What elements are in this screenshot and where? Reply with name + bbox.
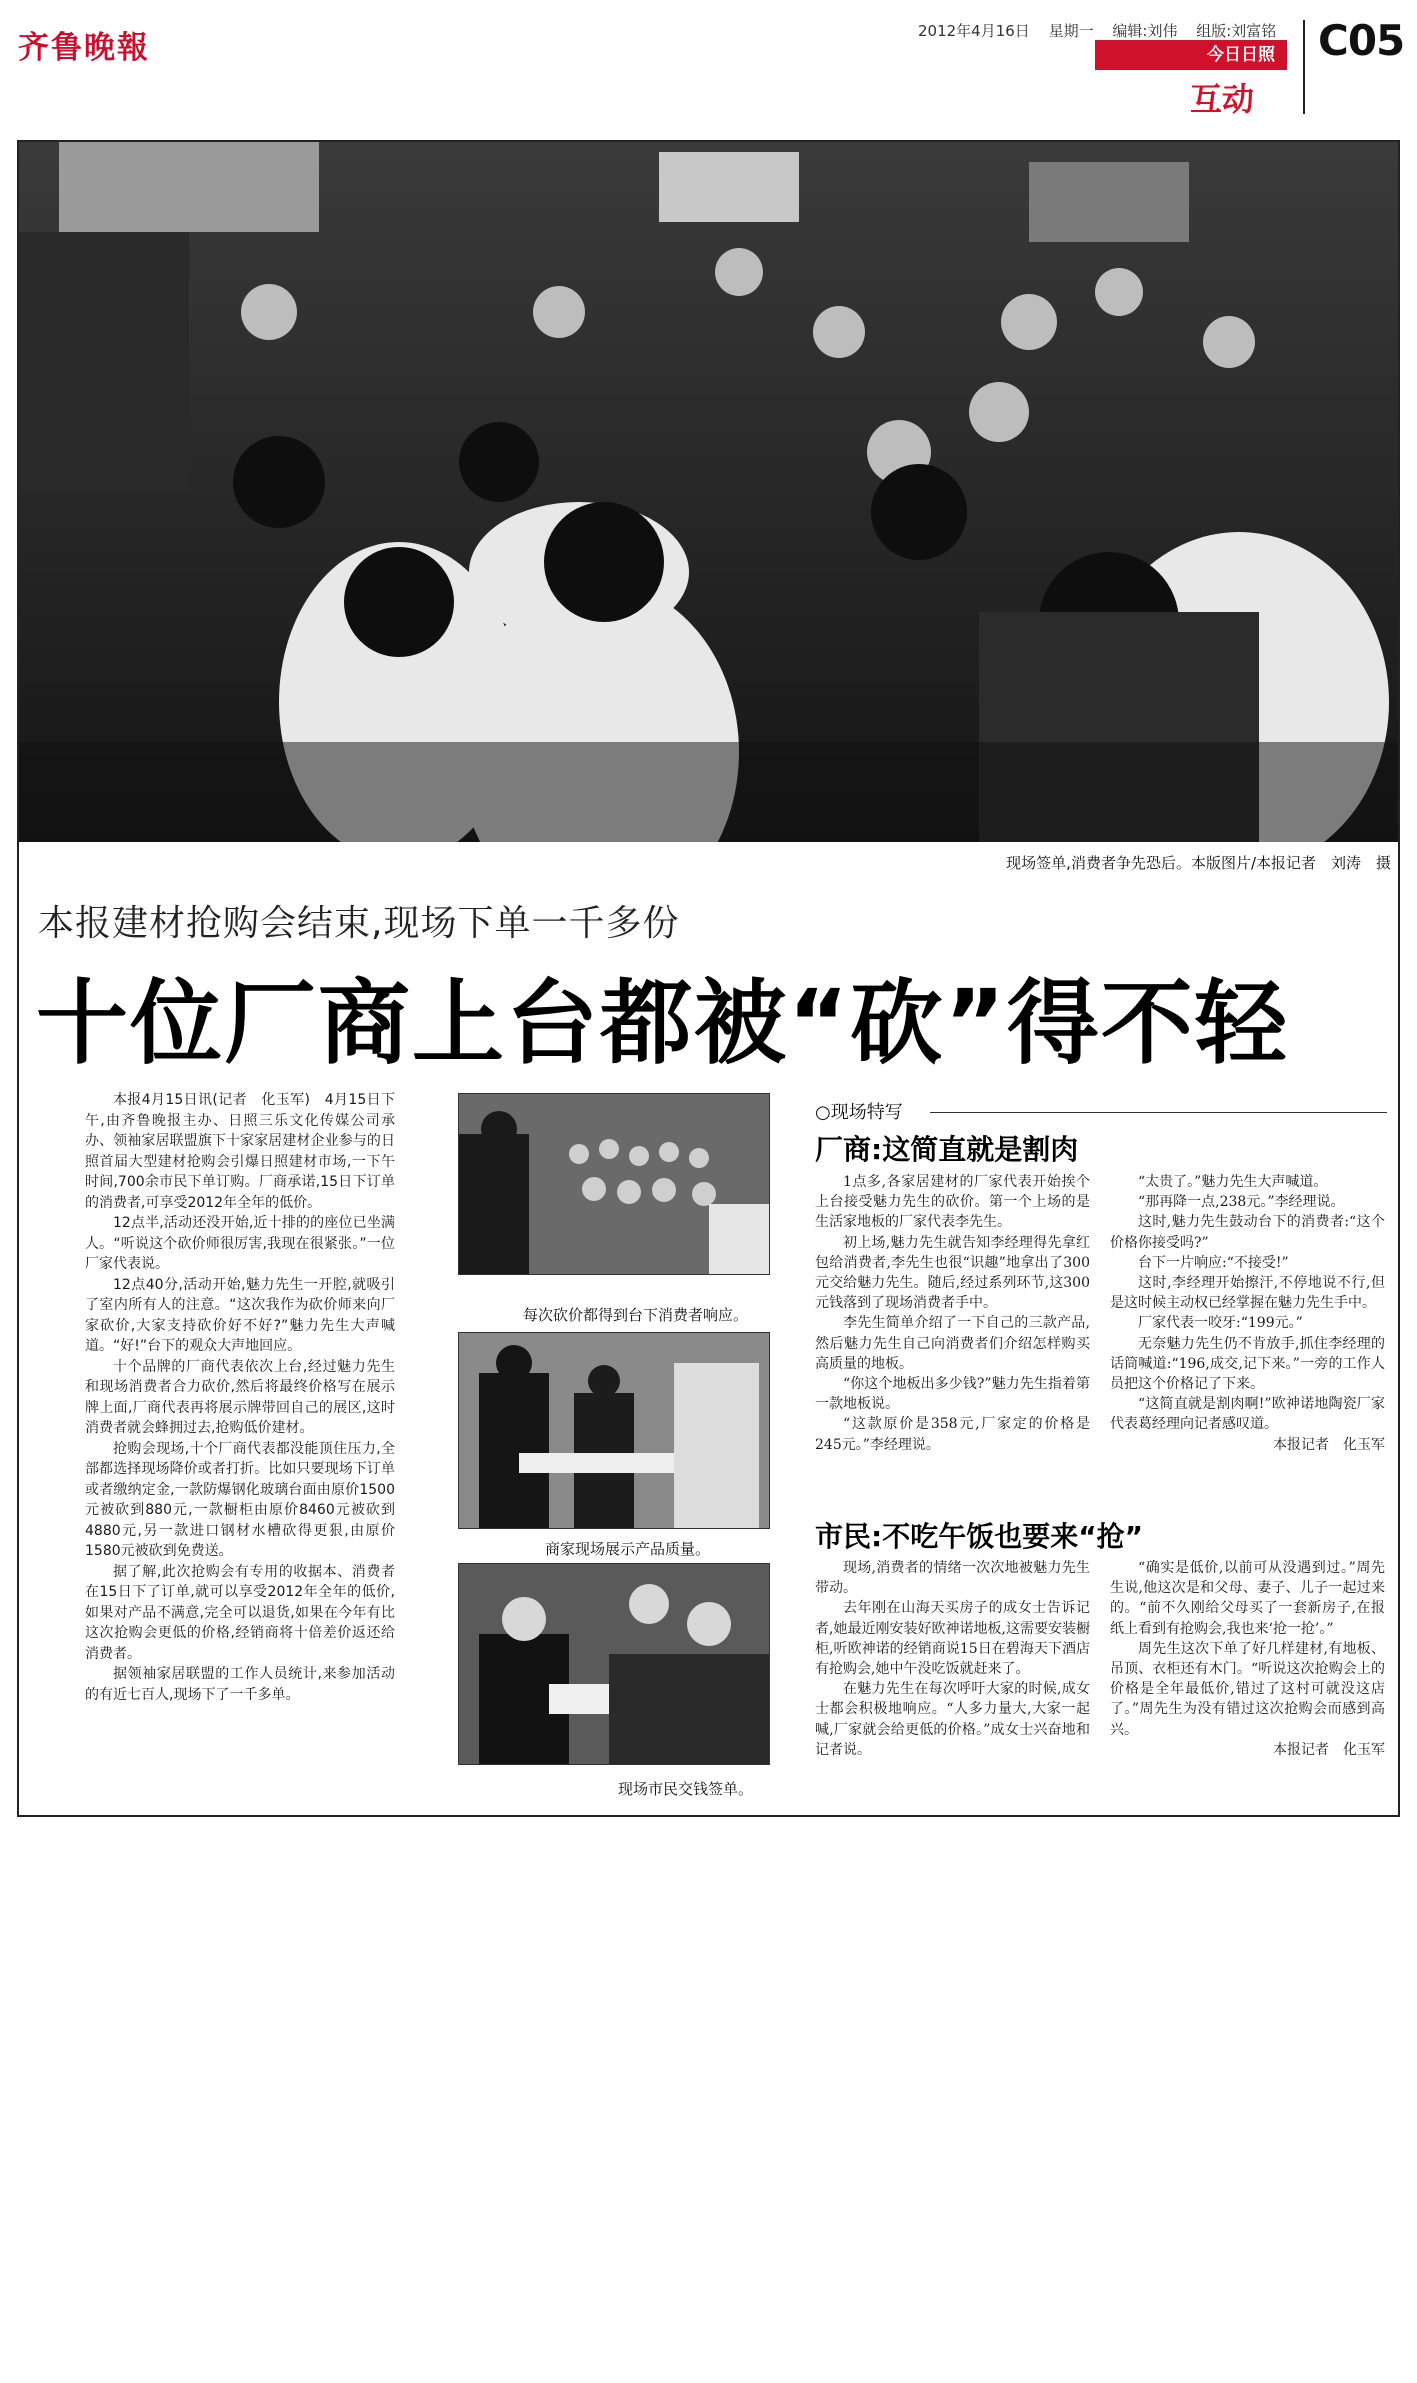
feature-paragraph: “太贵了。”魅力先生大声喊道。 bbox=[1138, 1174, 1328, 1190]
feature-paragraph: “这简直就是割肉啊!”欧神诺地陶瓷厂家代表葛经理向记者感叹道。 bbox=[1110, 1396, 1385, 1433]
article-paragraph: 本报4月15日讯(记者 化玉军) 4月15日下午,由齐鲁晚报主办、日照三乐文化传媒公司承办、领袖家居联盟旗下十家家居建材企业参与的日照首届大型建材抢购会引爆日照建材市场,一下午时间,700余市民下单订购。厂商承诺,15日下订单的消费者,可享受2012年全年的低价。 bbox=[85, 1092, 395, 1211]
feature-paragraph: 这时,魅力先生鼓动台下的消费者:“这个价格你接受吗?” bbox=[1110, 1214, 1385, 1251]
photo-caption: 每次砍价都得到台下消费者响应。 bbox=[523, 1306, 749, 1324]
header-divider bbox=[1303, 20, 1305, 114]
feature-column-1 bbox=[815, 1172, 1090, 1455]
newspaper-logo: 齐鲁晚報 bbox=[18, 30, 150, 66]
article-paragraph: 12点40分,活动开始,魅力先生一开腔,就吸引了室内所有人的注意。“这次我作为砍价师来向厂家砍价,大家支持砍价好不好?”魅力先生大声喊道。“好!”台下的观众大声地回应。 bbox=[85, 1276, 395, 1354]
feature-column-4 bbox=[1110, 1558, 1385, 1760]
feature-paragraph: “这款原价是358元,厂家定的价格是245元。”李经理说。 bbox=[815, 1416, 1090, 1453]
feature-paragraph: 1点多,各家居建材的厂家代表开始挨个上台接受魅力先生的砍价。第一个上场的是生活家地板的厂家代表李先生。 bbox=[815, 1174, 1090, 1231]
feature-paragraph: 台下一片响应:“不接受!” bbox=[1138, 1254, 1289, 1271]
article-paragraph: 据了解,此次抢购会有专用的收据本、消费者在15日下了订单,就可以享受2012年全年的低价,如果对产品不满意,完全可以退货,如果在今年有比这次抢购会更低的价格,经销商将十倍差价返还给消费者。 bbox=[85, 1563, 395, 1662]
article-subtitle: 本报建材抢购会结束,现场下单一千多份 bbox=[38, 903, 680, 944]
feature-paragraph: 厂家代表一咬牙:“199元。” bbox=[1138, 1315, 1303, 1332]
editor-credit: 编辑:刘伟 bbox=[1112, 22, 1178, 40]
photo-audience bbox=[458, 1093, 770, 1275]
photo-product-demo bbox=[458, 1332, 770, 1529]
edition-bar: 今日日照 bbox=[1095, 40, 1287, 70]
photo-caption: 现场市民交钱签单。 bbox=[618, 1780, 754, 1798]
issue-meta bbox=[918, 20, 1290, 41]
feature-column-3 bbox=[815, 1558, 1090, 1760]
feature-paragraph: 去年刚在山海天买房子的成女士告诉记者,她最近刚安装好欧神诺地板,这需要安装橱柜,听欧神诺的经销商说15日在碧海天下酒店有抢购会,她中午没吃饭就赶来了。 bbox=[815, 1600, 1090, 1678]
feature-paragraph: 周先生这次下单了好几样建材,有地板、吊顶、衣柜还有木门。“听说这次抢购会上的价格是全年最低价,错过了这村可就没这店了。”周先生为没有错过这次抢购会而感到高兴。 bbox=[1110, 1640, 1385, 1738]
feature-column-2 bbox=[1110, 1172, 1385, 1455]
photo-caption: 商家现场展示产品质量。 bbox=[545, 1540, 711, 1558]
feature-subhead-1: 厂商:这简直就是割肉 bbox=[815, 1133, 1079, 1166]
feature-paragraph: 李先生简单介绍了一下自己的三款产品,然后魅力先生自己向消费者们介绍怎样购买高质量的地板。 bbox=[815, 1315, 1090, 1372]
feature-paragraph: 这时,李经理开始擦汗,不停地说不行,但是这时候主动权已经掌握在魅力先生手中。 bbox=[1110, 1275, 1385, 1312]
feature-tag: ○现场特写 bbox=[815, 1102, 903, 1123]
issue-date: 2012年4月16日 bbox=[918, 22, 1030, 40]
article-paragraph: 据领袖家居联盟的工作人员统计,来参加活动的有近七百人,现场下了一千多单。 bbox=[85, 1666, 395, 1703]
feature-paragraph: 无奈魅力先生仍不肯放手,抓住李经理的话筒喊道:“196,成交,记下来。”一旁的工作人员把这个价格记了下来。 bbox=[1110, 1335, 1385, 1393]
main-article-body bbox=[85, 1090, 395, 1705]
feature-paragraph: 现场,消费者的情绪一次次地被魅力先生带动。 bbox=[815, 1560, 1090, 1597]
feature-paragraph: “确实是低价,以前可从没遇到过。”周先生说,他这次是和父母、妻子、儿子一起过来的。“前不久刚给父母买了一套新房子,在报纸上看到有抢购会,我也来‘抢一抢’。” bbox=[1110, 1560, 1385, 1637]
feature-subhead-2: 市民:不吃午饭也要来“抢” bbox=[815, 1520, 1144, 1553]
page-number: C05 bbox=[1318, 16, 1405, 65]
article-headline: 十位厂商上台都被“砍”得不轻 bbox=[36, 970, 1289, 1077]
feature-rule bbox=[930, 1112, 1387, 1113]
feature-paragraph: “你这个地板出多少钱?”魅力先生指着第一款地板说。 bbox=[815, 1376, 1090, 1413]
issue-weekday: 星期一 bbox=[1048, 22, 1094, 40]
feature-byline: 本报记者 化玉军 bbox=[1273, 1436, 1385, 1453]
layout-credit: 组版:刘富铭 bbox=[1196, 22, 1277, 40]
article-paragraph: 十个品牌的厂商代表依次上台,经过魅力先生和现场消费者合力砍价,然后将最终价格写在展示牌上面,厂商代表再将展示牌带回自己的展区,这时消费者就会蜂拥过去,抢购低价建材。 bbox=[85, 1358, 395, 1436]
main-photo-caption: 现场签单,消费者争先恐后。本版图片/本报记者 刘涛 摄 bbox=[1006, 854, 1391, 872]
feature-paragraph: “那再降一点,238元。”李经理说。 bbox=[1138, 1194, 1345, 1211]
photo-payment bbox=[458, 1563, 770, 1765]
main-photo bbox=[19, 142, 1398, 842]
article-paragraph: 抢购会现场,十个厂商代表都没能顶住压力,全部都选择现场降价或者打折。比如只要现场下订单或者缴纳定金,一款防爆钢化玻璃台面由原价1500元被砍到880元,一款橱柜由原价8460元被砍到4880元,另一款进口钢材水槽砍得更狠,由原价1580元被砍到免费送。 bbox=[85, 1440, 395, 1559]
section-name: 互动 bbox=[1190, 80, 1255, 118]
feature-byline: 本报记者 化玉军 bbox=[1273, 1741, 1385, 1758]
article-paragraph: 12点半,活动还没开始,近十排的的座位已坐满人。“听说这个砍价师很厉害,我现在很紧张。”一位厂家代表说。 bbox=[85, 1215, 395, 1272]
feature-paragraph: 初上场,魅力先生就告知李经理得先拿红包给消费者,李先生也很“识趣”地拿出了300元交给魅力先生。随后,经过系列环节,这300元钱落到了现场消费者手中。 bbox=[815, 1234, 1090, 1312]
feature-paragraph: 在魅力先生在每次呼吁大家的时候,成女士都会积极地响应。“人多力量大,大家一起喊,厂家就会给更低的价格。”成女士兴奋地和记者说。 bbox=[815, 1681, 1090, 1758]
